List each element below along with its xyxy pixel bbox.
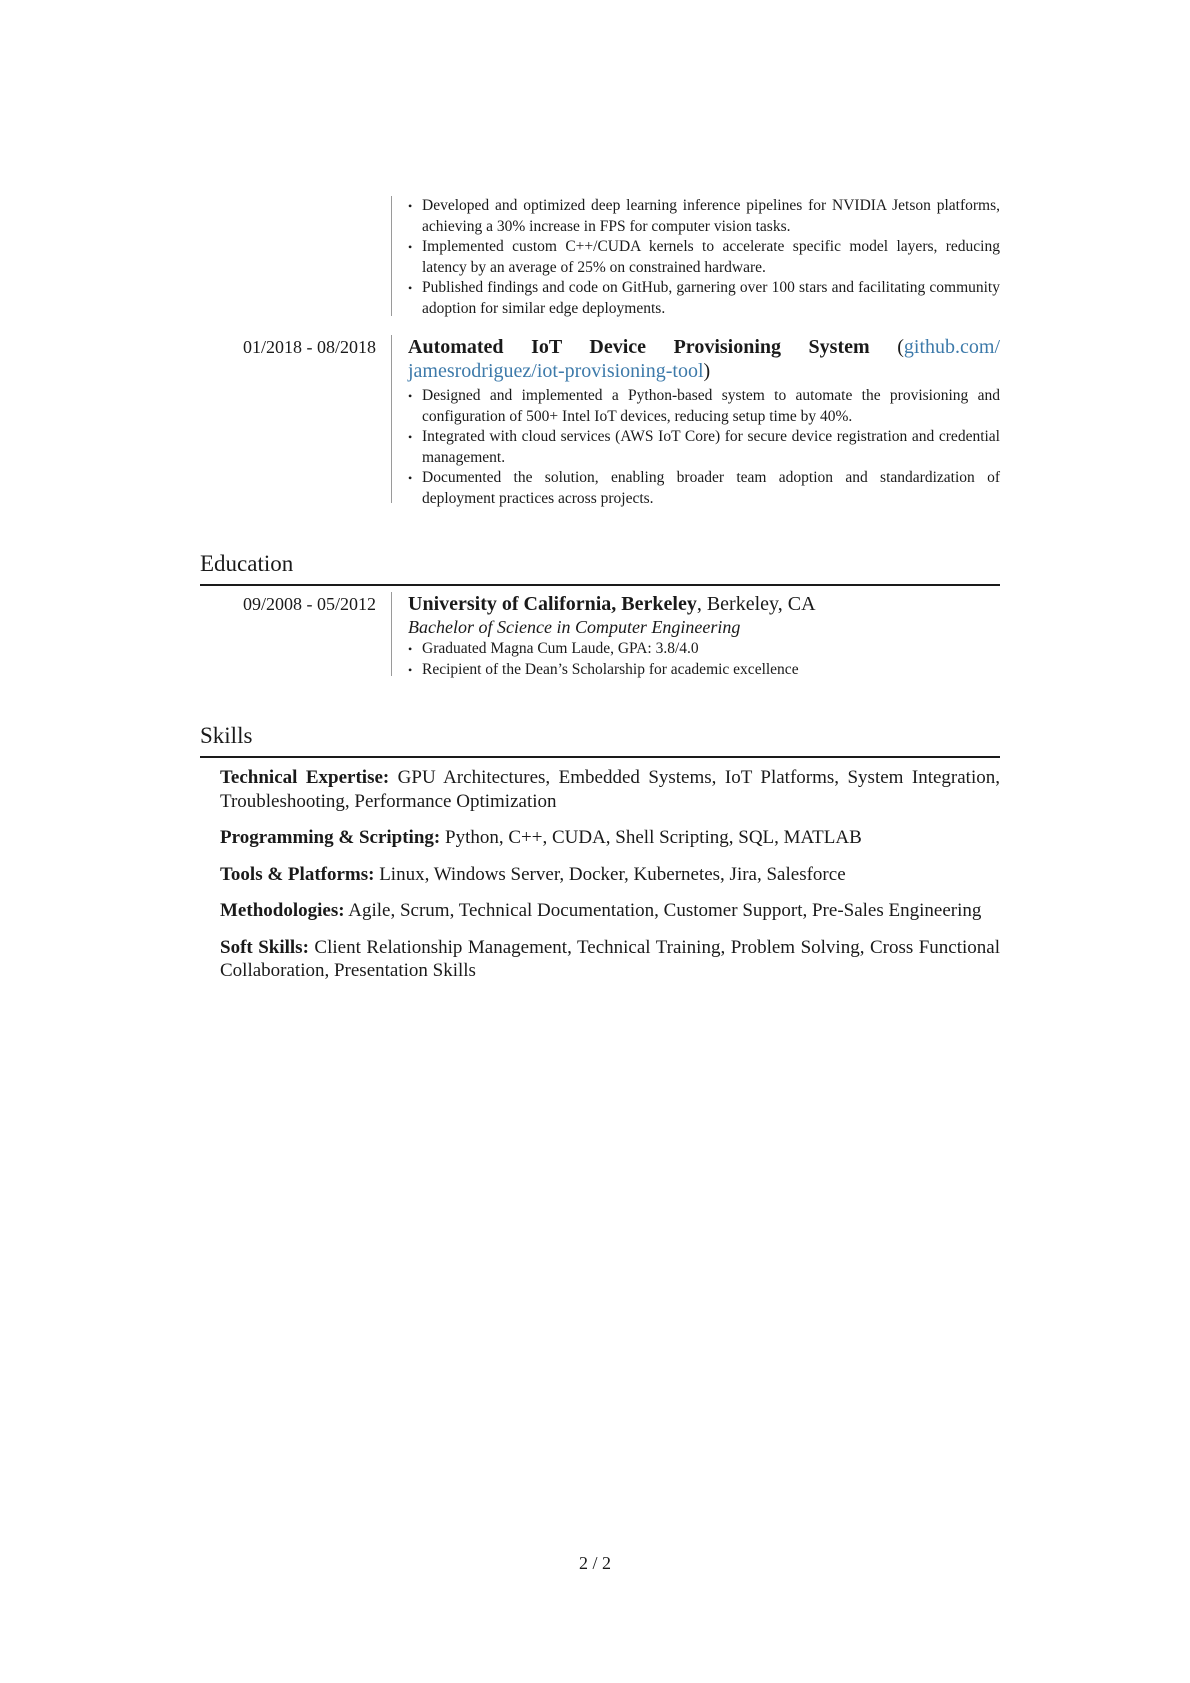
list-item: • Graduated Magna Cum Laude, GPA: 3.8/4.0 bbox=[408, 639, 1000, 660]
project-bullets bbox=[408, 196, 1000, 320]
list-item: • Documented the solution, enabling broader team adoption and standardization of deployment practices across projects. bbox=[408, 468, 1000, 509]
list-item: • Integrated with cloud services (AWS IoT Core) for secure device registration and credential management. bbox=[408, 427, 1000, 468]
education-title bbox=[408, 592, 1000, 616]
skill-item bbox=[220, 766, 1000, 813]
entry-body bbox=[408, 335, 1000, 510]
link-open-paren: ( bbox=[897, 336, 904, 358]
entry-body bbox=[408, 196, 1000, 320]
skill-label: Soft Skills: bbox=[220, 936, 309, 958]
project-name: Automated IoT Device Provisioning System bbox=[408, 336, 870, 358]
list-item: • Published findings and code on GitHub, garnering over 100 stars and facilitating community adoption for similar edge deployments. bbox=[408, 278, 1000, 319]
skill-label: Tools & Platforms: bbox=[220, 863, 375, 885]
skill-value: GPU Architectures, Embedded Systems, IoT Platforms, System Integration, Troubleshooting, Performance Optimization bbox=[220, 767, 1000, 812]
skill-label: Methodologies: bbox=[220, 900, 345, 921]
skill-value: Client Relationship Management, Technical Training, Problem Solving, Cross Functional Collaboration, Presentation Skills bbox=[220, 936, 1000, 981]
institution-location: , Berkeley, CA bbox=[696, 593, 816, 615]
education-bullets bbox=[408, 639, 1000, 680]
skills-list bbox=[220, 766, 1000, 996]
link-close-paren: ) bbox=[703, 360, 711, 382]
degree: Bachelor of Science in Computer Engineering bbox=[408, 617, 741, 637]
skill-label: Technical Expertise: bbox=[220, 767, 390, 788]
skill-label: Programming & Scripting: bbox=[220, 827, 441, 848]
entry-divider bbox=[391, 592, 392, 676]
project-entry bbox=[200, 335, 1000, 505]
section-heading-skills: Skills bbox=[200, 722, 1000, 758]
page-number: 2 / 2 bbox=[578, 1553, 611, 1573]
list-item: • Implemented custom C++/CUDA kernels to accelerate specific model layers, reducing latency by an average of 25% on constrained hardware. bbox=[408, 237, 1000, 278]
skill-item bbox=[220, 899, 1000, 923]
entry-divider bbox=[391, 335, 392, 503]
entry-divider bbox=[391, 196, 392, 316]
skill-item bbox=[220, 826, 1000, 850]
entry-date: 01/2018 - 08/2018 bbox=[243, 337, 376, 357]
project-title bbox=[408, 335, 1000, 383]
skill-item bbox=[220, 863, 1000, 887]
institution-name: University of California, Berkeley bbox=[408, 593, 697, 615]
entry-body bbox=[408, 592, 1000, 680]
list-item: • Recipient of the Dean’s Scholarship for academic excellence bbox=[408, 660, 1000, 681]
skill-item bbox=[220, 936, 1000, 983]
list-item: • Designed and implemented a Python-based system to automate the provisioning and configuration of 500+ Intel IoT devices, reducing setup time by 40%. bbox=[408, 386, 1000, 427]
project-bullets bbox=[408, 386, 1000, 510]
skill-value: Python, C++, CUDA, Shell Scripting, SQL, MATLAB bbox=[440, 827, 862, 848]
section-heading-education: Education bbox=[200, 550, 1000, 586]
entry-date: 09/2008 - 05/2012 bbox=[243, 594, 376, 614]
education-entry bbox=[200, 592, 1000, 676]
project-entry-continued bbox=[200, 196, 1000, 320]
project-link[interactable]: github.com/ jamesrodriguez/iot-provisioning-tool bbox=[408, 336, 1000, 382]
skill-value: Linux, Windows Server, Docker, Kubernetes, Jira, Salesforce bbox=[374, 863, 846, 885]
list-item: • Developed and optimized deep learning inference pipelines for NVIDIA Jetson platforms, achieving a 30% increase in FPS for computer vision tasks. bbox=[408, 196, 1000, 237]
skill-value: Agile, Scrum, Technical Documentation, Customer Support, Pre-Sales Engineering bbox=[344, 900, 982, 921]
